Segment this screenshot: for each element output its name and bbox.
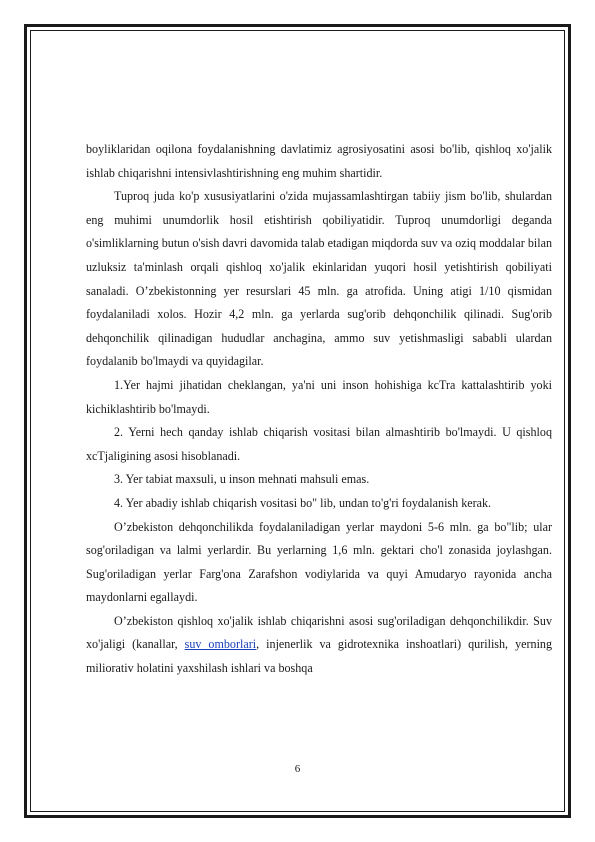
page-number: 6: [294, 763, 301, 775]
document-body: [86, 138, 552, 681]
paragraph-4: 2. Yerni hech qanday ishlab chiqarish vositasi bilan almashtirib bo'lmaydi. U qishloq xcTjaligining asosi hisoblanadi.: [86, 425, 552, 463]
paragraph-8-text-after: , injenerlik va gidrotexnika inshoatlari) qurilish, yerning miliorativ holatini yaxshilash ishlari va boshqa: [86, 637, 553, 676]
paragraph-8-text-before: O’zbekiston qishloq xo'jalik ishlab chiqarishni asosi sug'oriladigan dehqonchilikdir. Suv xo'jaligi (kanallar,: [86, 613, 552, 652]
paragraph-3: 1.Yer hajmi jihatidan cheklangan, ya'ni uni inson hohishiga kcTra kattalashtirib yoki kichiklashtirib bo'lmaydi.: [86, 377, 552, 416]
paragraph-7: O’zbekiston dehqonchilikda foydalaniladigan yerlar maydoni 5-6 mln. ga bo"lib; ular sog'oriladigan va lalmi yerlardir. Bu yerlarning 1,6 mln. gektari cho'l zonasida joylashgan. Sug'oriladigan yerlar Farg'ona Zarafshon vodiylarida va quyi Amudaryo rayonida ancha maydonlarni egallaydi.: [86, 519, 552, 605]
paragraph-2: Tuproq juda ko'p xususiyatlarini o'zida mujassamlashtirgan tabiiy jism bo'lib, shulardan eng muhimi unumdorlik hosil etishtirish qobiliyatidir. Tuproq unumdorligi deganda o'simliklarning butun o'sish davri davomida talab etadigan miqdorda suv va oziq moddalar bilan uzluksiz ta'minlash orqali qishloq xo'jalik ekinlaridan yuqori hosil yetishtirish qobiliyati sanaladi. O’zbekistonning yer resurslari 45 mln. ga atrofida. Uning atigi 1/10 qismidan foydalaniladi xolos. Hozir 4,2 mln. ga yerlarda sug'orib dehqonchilik qilinadi. Sug'orib dehqonchilik qilinadigan hududlar anchagina, ammo suv yetishmasligi sababli ulardan foydalanib bo'lmaydi va quyidagilar.: [86, 189, 552, 369]
paragraph-5: 3. Yer tabiat maxsuli, u inson mehnati mahsuli emas.: [114, 472, 370, 487]
suv-omborlari-link[interactable]: suv omborlari: [184, 637, 257, 652]
paragraph-6: 4. Yer abadiy ishlab chiqarish vositasi bo" lib, undan to'g'ri foydalanish kerak.: [114, 495, 492, 510]
paragraph-1: boyliklaridan oqilona foydalanishning davlatimiz agrosiyosatini asosi bo'lib, qishloq xo'jalik ishlab chiqarishni intensivlashtirishning eng muhim shartidir.: [86, 142, 552, 180]
paragraph-8: [86, 610, 552, 681]
